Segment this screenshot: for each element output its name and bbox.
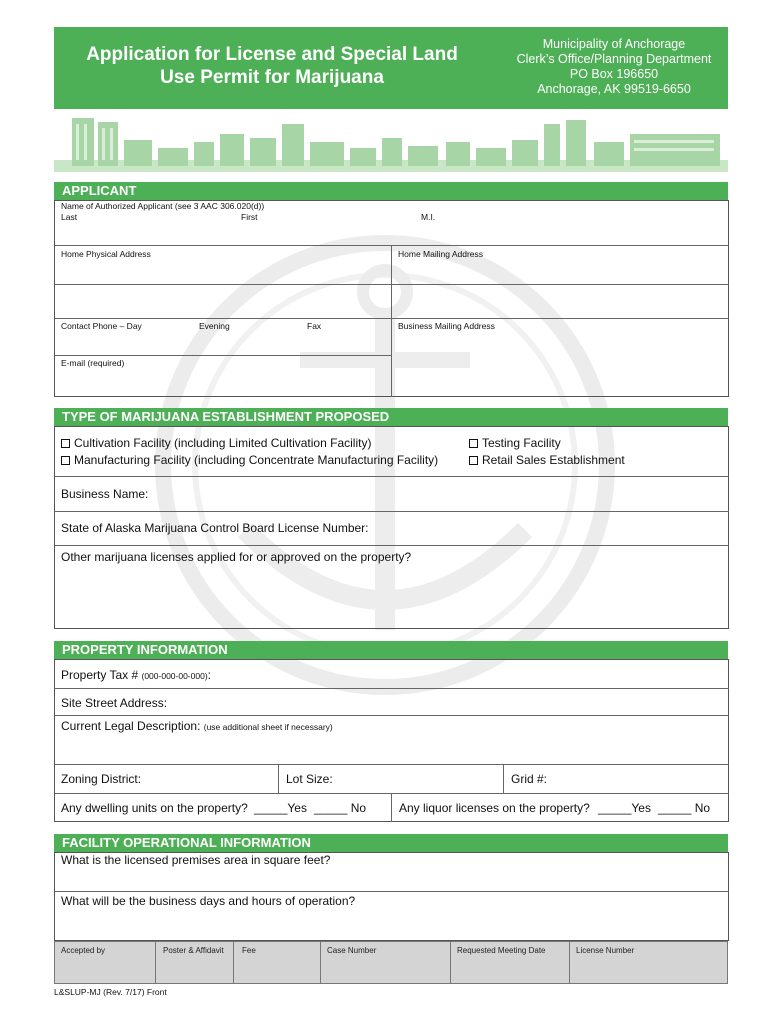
legal-note: (use additional sheet if necessary) — [203, 722, 333, 732]
email-field[interactable] — [58, 370, 388, 394]
contact-phone-day-label: Contact Phone – Day — [61, 321, 142, 331]
business-name-label: Business Name: — [61, 487, 149, 501]
address-line: Anchorage, AK 99519-6650 — [537, 82, 691, 96]
business-hours-field[interactable] — [58, 911, 724, 937]
tax-label-text: Property Tax # — [61, 668, 139, 682]
section-header-property: PROPERTY INFORMATION — [54, 641, 728, 659]
other-licenses-label: Other marijuana licenses applied for or approved on the property? — [61, 550, 412, 564]
state-license-number-field[interactable] — [360, 516, 720, 540]
property-tax-label — [61, 668, 211, 683]
liquor-no-option[interactable]: _____ No — [658, 801, 711, 815]
business-mailing-address-field[interactable] — [395, 334, 725, 392]
premises-area-question: What is the licensed premises area in square feet? — [61, 853, 331, 867]
divider — [54, 284, 729, 285]
divider — [54, 318, 729, 319]
last-name-label: Last — [61, 212, 78, 222]
liquor-yes-option[interactable]: _____Yes — [598, 801, 651, 815]
cell-divider — [569, 942, 570, 983]
tax-format-hint: (000-000-00-000) — [141, 671, 208, 681]
license-number-label: License Number — [576, 946, 635, 955]
divider — [54, 476, 729, 477]
column-divider — [503, 764, 504, 793]
option-manufacturing[interactable] — [61, 453, 438, 467]
checkbox[interactable] — [61, 456, 70, 465]
legal-label-text: Current Legal Description: — [61, 719, 201, 733]
dwelling-units-question: Any dwelling units on the property? — [61, 801, 248, 815]
applicant-name-field[interactable] — [58, 222, 724, 244]
address-line: PO Box 196650 — [569, 67, 659, 81]
column-divider — [391, 245, 392, 397]
fax-label: Fax — [307, 321, 322, 331]
contact-phone-field[interactable] — [58, 332, 388, 354]
tax-label-colon: : — [207, 668, 211, 682]
office-use-row — [54, 941, 728, 984]
poster-affidavit-label: Poster & Affidavit — [163, 946, 224, 955]
dwelling-no-option[interactable]: _____ No — [314, 801, 367, 815]
form-title-line-1: Application for License and Special Land — [86, 44, 458, 65]
divider — [54, 545, 729, 546]
business-hours-question: What will be the business days and hours of operation? — [61, 894, 356, 908]
home-physical-address-label: Home Physical Address — [61, 249, 151, 259]
option-testing[interactable] — [469, 436, 561, 450]
requested-meeting-date-label: Requested Meeting Date — [457, 946, 546, 955]
section-header-establishment: TYPE OF MARIJUANA ESTABLISHMENT PROPOSED — [54, 408, 728, 426]
cell-divider — [233, 942, 234, 983]
liquor-licenses-question: Any liquor licenses on the property? — [399, 801, 590, 815]
legal-description-field[interactable] — [58, 735, 724, 761]
dwelling-yes-option[interactable]: _____Yes — [254, 801, 307, 815]
form-title — [54, 43, 490, 89]
divider — [54, 355, 391, 356]
phone-evening-label: Evening — [199, 321, 230, 331]
cell-divider — [320, 942, 321, 983]
business-mailing-address-label: Business Mailing Address — [398, 321, 495, 331]
fee-label: Fee — [242, 946, 256, 955]
site-street-address-field[interactable] — [170, 692, 720, 712]
option-label: Testing Facility — [482, 436, 561, 450]
grid-number-label: Grid #: — [511, 772, 548, 786]
checkbox[interactable] — [469, 456, 478, 465]
zoning-district-label: Zoning District: — [61, 772, 142, 786]
home-mailing-address-field[interactable] — [395, 262, 725, 316]
option-retail[interactable] — [469, 453, 625, 467]
divider — [54, 715, 729, 716]
divider — [54, 891, 729, 892]
site-street-address-label: Site Street Address: — [61, 696, 168, 710]
form-header — [54, 27, 728, 109]
cell-divider — [155, 942, 156, 983]
divider — [54, 688, 729, 689]
case-number-label: Case Number — [327, 946, 377, 955]
option-label: Manufacturing Facility (including Concentrate Manufacturing Facility) — [74, 453, 439, 467]
lot-size-label: Lot Size: — [286, 772, 333, 786]
business-name-field[interactable] — [150, 482, 720, 506]
applicant-name-label: Name of Authorized Applicant (see 3 AAC 306.020(d)) — [61, 201, 265, 211]
section-header-applicant: APPLICANT — [54, 182, 728, 200]
home-mailing-address-label: Home Mailing Address — [398, 249, 484, 259]
accepted-by-label: Accepted by — [61, 946, 106, 955]
divider — [54, 511, 729, 512]
legal-description-label — [61, 719, 333, 734]
option-label: Cultivation Facility (including Limited Cultivation Facility) — [74, 436, 372, 450]
address-line: Clerk’s Office/Planning Department — [516, 52, 712, 66]
checkbox[interactable] — [469, 439, 478, 448]
home-physical-address-field[interactable] — [58, 262, 388, 316]
option-cultivation[interactable] — [61, 436, 371, 450]
cell-divider — [450, 942, 451, 983]
divider — [54, 764, 729, 765]
column-divider — [278, 764, 279, 793]
middle-initial-label: M.I. — [421, 212, 436, 222]
office-address — [502, 37, 726, 97]
first-name-label: First — [241, 212, 258, 222]
other-licenses-field[interactable] — [58, 568, 724, 624]
column-divider — [391, 793, 392, 822]
form-title-line-2: Use Permit for Marijuana — [160, 67, 384, 88]
checkbox[interactable] — [61, 439, 70, 448]
city-skyline-image — [54, 112, 728, 172]
email-label: E-mail (required) — [61, 358, 125, 368]
address-line: Municipality of Anchorage — [542, 37, 686, 51]
property-tax-field[interactable] — [215, 664, 720, 686]
premises-area-field[interactable] — [58, 869, 724, 889]
section-header-facility: FACILITY OPERATIONAL INFORMATION — [54, 834, 728, 852]
state-license-number-label: State of Alaska Marijuana Control Board License Number: — [61, 521, 369, 535]
option-label: Retail Sales Establishment — [482, 453, 625, 467]
form-revision-footer: L&SLUP-MJ (Rev. 7/17) Front — [54, 987, 167, 997]
